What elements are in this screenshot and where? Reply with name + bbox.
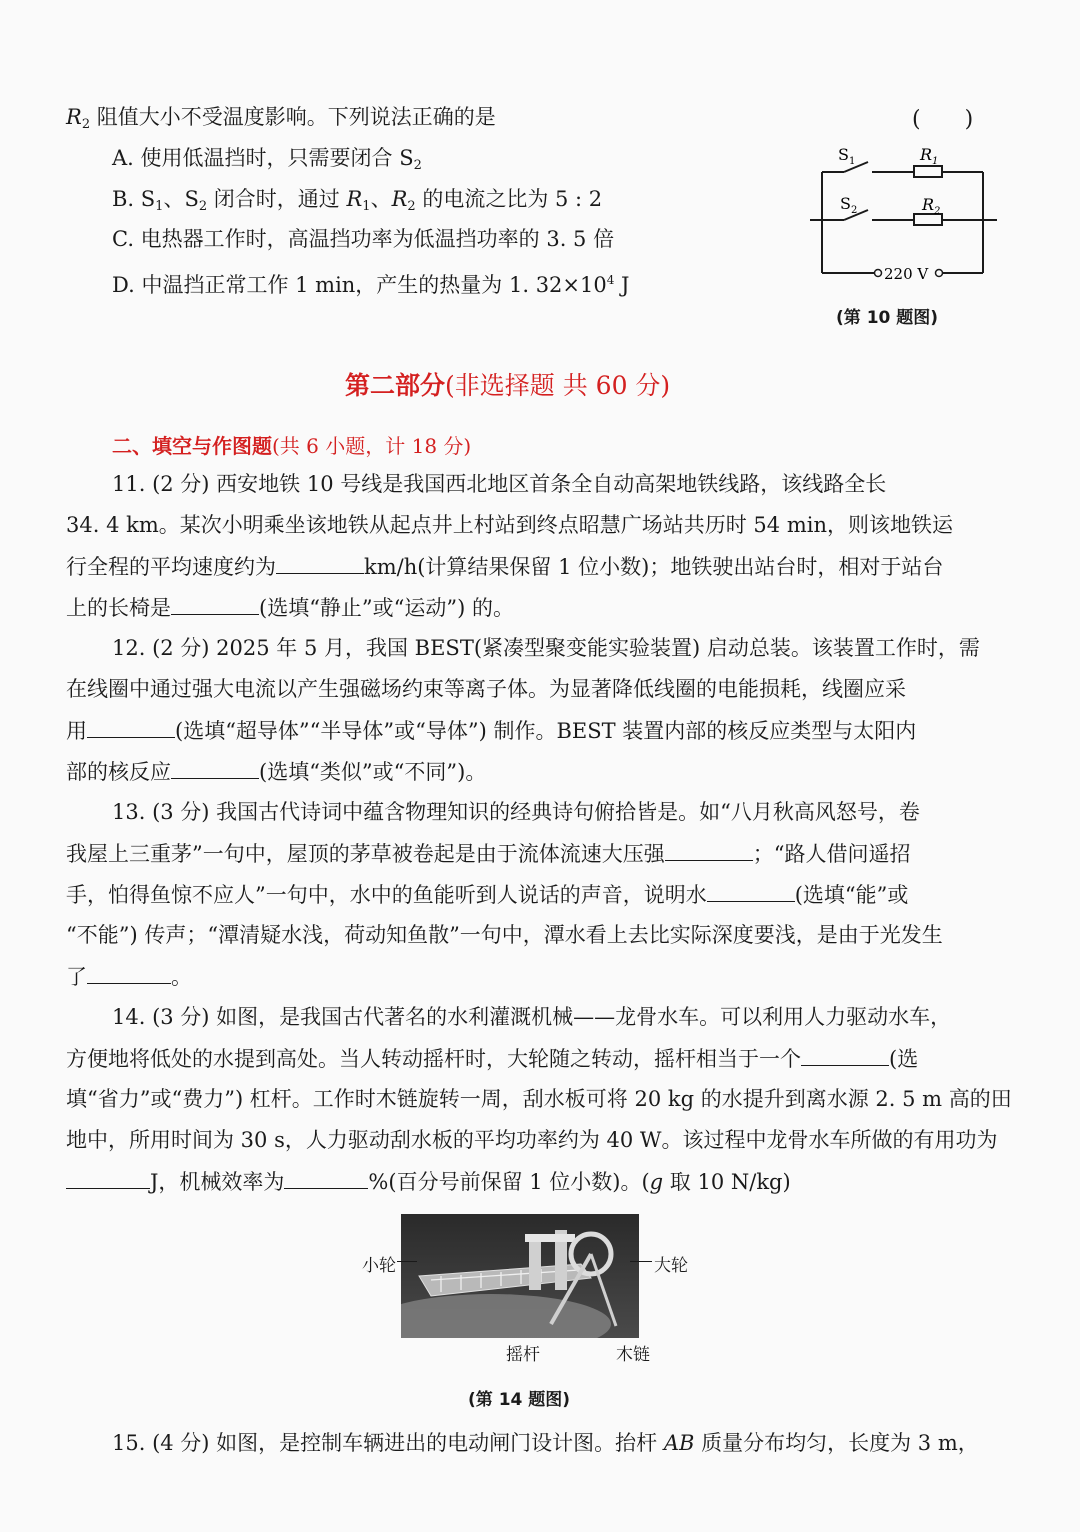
q14-line5: J，机械效率为 %(百分号前保留 1 位小数)。(g 取 10 N/kg) — [66, 1166, 791, 1197]
q11-blank-1[interactable] — [276, 551, 364, 574]
q10-option-a[interactable]: A. 使用低温挡时，只需要闭合 $S_2$ — [112, 146, 422, 173]
q13-blank-3[interactable] — [87, 961, 171, 984]
q10-option-d[interactable]: D. 中温挡正常工作 1 min，产生的热量为 1. $32\times 10^4$ J — [112, 273, 630, 297]
fig10-caption: (第 10 题图) — [836, 308, 939, 328]
circuit-diagram — [810, 140, 1000, 290]
q12-line3: 用 (选填“超导体”“半导体”或“导体”) 制作。BEST 装置内部的核反应类型与太阳内 — [66, 715, 916, 746]
q11-line3: 行全程的平均速度约为 km/h(计算结果保留 1 位小数)；地铁驶出站台时，相对于站台 — [66, 551, 943, 582]
fig14-caption: (第 14 题图) — [468, 1390, 571, 1410]
label-big-wheel: 大轮 — [654, 1256, 688, 1276]
q13-line3: 手，怕得鱼惊不应人”一句中，水中的鱼能听到人说话的声音，说明水 (选填“能”或 — [66, 879, 908, 910]
answer-paren[interactable]: ( ) — [912, 107, 974, 132]
q13-blank-1[interactable] — [665, 838, 753, 861]
label-crank: 摇杆 — [506, 1345, 540, 1365]
q11-line2: 34. 4 km。某次小明乘坐该地铁从起点井上村站到终点昭慧广场站共历时 54 min，则该地铁运 — [66, 513, 953, 537]
q11-blank-2[interactable] — [171, 592, 259, 615]
q14-line1: 14. (3 分) 如图，是我国古代著名的水利灌溉机械——龙骨水车。可以利用人力驱动水车， — [112, 1005, 952, 1029]
q12-blank-2[interactable] — [171, 756, 259, 779]
q15-line1: 15. (4 分) 如图，是控制车辆进出的电动闸门设计图。抬杆 AB 质量分布均匀，长度为 3 m， — [112, 1431, 979, 1455]
q14-line4: 地中，所用时间为 30 s，人力驱动刮水板的平均功率约为 40 W。该过程中龙骨水车所做的有用功为 — [66, 1128, 998, 1152]
q13-line4: “不能”) 传声；“潭清疑水浅，荷动知鱼散”一句中，潭水看上去比实际深度要浅，是由于光发生 — [66, 923, 943, 947]
q10-stem: $R_2$ 阻值大小不受温度影响。下列说法正确的是 — [66, 105, 496, 132]
dragon-bone-waterwheel-photo — [401, 1214, 639, 1338]
label-voltage: 220 V — [884, 265, 929, 283]
label-s1: $S_1$ — [838, 145, 856, 167]
q14-line2: 方便地将低处的水提到高处。当人转动摇杆时，大轮随之转动，摇杆相当于一个 (选 — [66, 1043, 918, 1074]
q13-line1: 13. (3 分) 我国古代诗词中蕴含物理知识的经典诗句俯拾皆是。如“八月秋高风怒号，卷 — [112, 800, 920, 824]
q14-blank-2[interactable] — [66, 1166, 150, 1189]
q11-line4: 上的长椅是 (选填“静止”或“运动”) 的。 — [66, 592, 514, 623]
q12-blank-1[interactable] — [87, 715, 175, 738]
leader-big-wheel — [630, 1261, 652, 1262]
label-small-wheel: 小轮 — [362, 1256, 396, 1276]
q13-blank-2[interactable] — [707, 879, 795, 902]
q10-option-c[interactable]: C. 电热器工作时，高温挡功率为低温挡功率的 3. 5 倍 — [112, 227, 615, 251]
q13-line2: 我屋上三重茅”一句中，屋顶的茅草被卷起是由于流体流速大压强 ；“路人借问遥招 — [66, 838, 910, 869]
q14-blank-3[interactable] — [284, 1166, 368, 1189]
q14-line3: 填“省力”或“费力”) 杠杆。工作时木链旋转一周，刮水板可将 20 kg 的水提升到离水源 2. 5 m 高的田 — [66, 1087, 1012, 1111]
section2-title: 二、填空与作图题(共 6 小题，计 18 分) — [112, 434, 472, 458]
q12-line1: 12. (2 分) 2025 年 5 月，我国 BEST(紧凑型聚变能实验装置) 启动总装。该装置工作时，需 — [112, 636, 980, 660]
label-s2: $S_2$ — [840, 194, 858, 216]
terminal-left-icon — [875, 270, 882, 277]
leader-small-wheel — [397, 1261, 417, 1262]
q12-line4: 部的核反应 (选填“类似”或“不同”)。 — [66, 756, 486, 787]
label-r1: $R_1$ — [920, 145, 939, 167]
label-chain: 木链 — [616, 1345, 650, 1365]
terminal-right-icon — [936, 270, 943, 277]
q11-line1: 11. (2 分) 西安地铁 10 号线是我国西北地区首条全自动高架地铁线路，该线路全长 — [112, 472, 887, 496]
q13-line5: 了 。 — [66, 961, 192, 992]
q10-option-b[interactable]: B. $S_1$、$S_2$ 闭合时，通过 $R_1$、$R_2$ 的电流之比为 5 : 2 — [112, 187, 603, 214]
q12-line2: 在线圈中通过强大电流以产生强磁场约束等离子体。为显著降低线圈的电能损耗，线圈应采 — [66, 677, 906, 701]
q14-blank-1[interactable] — [801, 1043, 889, 1066]
part2-title: 第二部分(非选择题 共 60 分) — [345, 371, 671, 400]
label-r2: $R_2$ — [922, 195, 941, 217]
